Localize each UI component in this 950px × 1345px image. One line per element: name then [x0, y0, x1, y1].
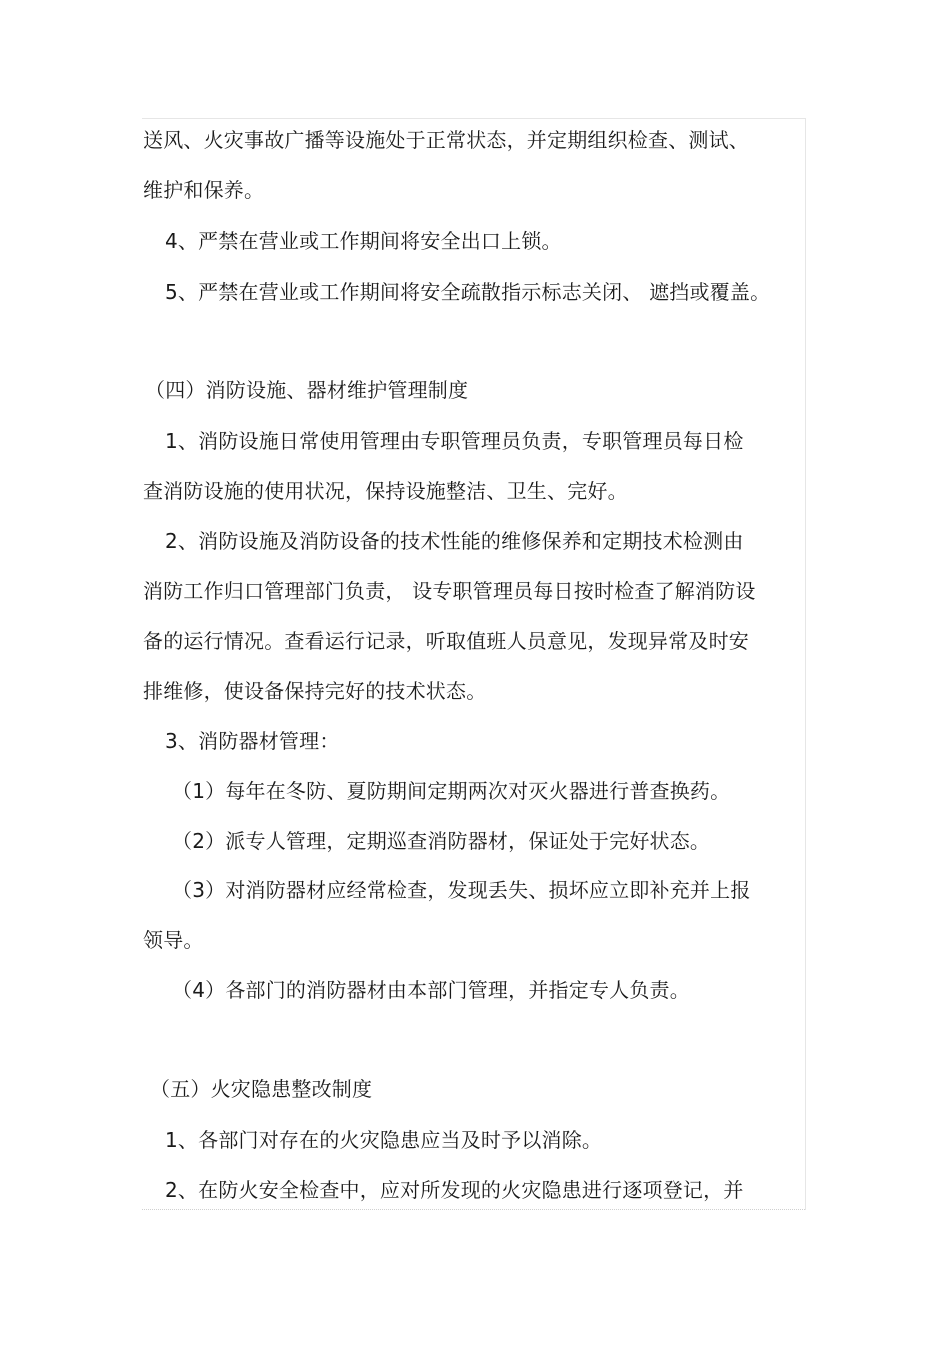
list-item: （3）对消防器材应经常检查，发现丢失、损坏应立即补充并上报	[172, 878, 751, 902]
paragraph-line: 送风、火灾事故广播等设施处于正常状态，并定期组织检查、测试、	[143, 128, 749, 152]
paragraph-line: 查消防设施的使用状况，保持设施整洁、卫生、完好。	[143, 479, 628, 503]
paragraph-line: 排维修，使设备保持完好的技术状态。	[143, 679, 487, 703]
paragraph-line: 2、在防火安全检查中，应对所发现的火灾隐患进行逐项登记，并	[165, 1178, 744, 1202]
paragraph-line: 2、消防设施及消防设备的技术性能的维修保养和定期技术检测由	[165, 529, 744, 553]
paragraph-line: 5、严禁在营业或工作期间将安全疏散指示标志关闭、 遮挡或覆盖。	[165, 280, 771, 304]
paragraph-line: 3、消防器材管理：	[165, 729, 340, 753]
paragraph-line: 1、消防设施日常使用管理由专职管理员负责，专职管理员每日检	[165, 429, 744, 453]
paragraph-line: 4、严禁在营业或工作期间将安全出口上锁。	[165, 229, 562, 253]
section-heading: （四）消防设施、器材维护管理制度	[145, 378, 469, 402]
list-item: （1）每年在冬防、夏防期间定期两次对灭火器进行普查换药。	[172, 779, 731, 803]
list-item: （2）派专人管理，定期巡查消防器材，保证处于完好状态。	[172, 829, 711, 853]
paragraph-line: 1、各部门对存在的火灾隐患应当及时予以消除。	[165, 1128, 603, 1152]
paragraph-line: 领导。	[143, 928, 204, 952]
paragraph-line: 维护和保养。	[143, 178, 265, 202]
paragraph-line: 消防工作归口管理部门负责， 设专职管理员每日按时检查了解消防设	[143, 579, 756, 603]
list-item: （4）各部门的消防器材由本部门管理，并指定专人负责。	[172, 978, 690, 1002]
section-heading: （五）火灾隐患整改制度	[150, 1077, 373, 1101]
paragraph-line: 备的运行情况。查看运行记录，听取值班人员意见，发现异常及时安	[143, 629, 749, 653]
